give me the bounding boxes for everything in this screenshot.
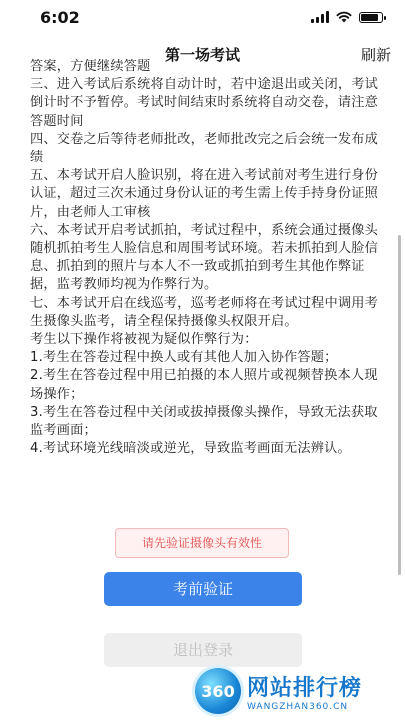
refresh-button[interactable]: 刷新 bbox=[360, 46, 391, 64]
rule-paragraph: 三、进入考试后系统将自动计时，若中途退出或关闭，考试倒计时不予暂停。考试时间结束时系统将自动交卷，请注意答题时间 bbox=[30, 77, 379, 129]
watermark-name: 网站排行榜 bbox=[247, 675, 363, 701]
rule-paragraph: 3.考生在答卷过程中关闭或拔掉摄像头操作，导致无法获取监考画面； bbox=[30, 404, 378, 439]
watermark-url: WANGZHAN360.CN bbox=[247, 701, 349, 712]
signal-icon bbox=[311, 11, 329, 23]
camera-warning: 请先验证摄像头有效性 bbox=[115, 528, 289, 558]
rule-paragraph: 2.考生在答卷过程中用已拍摄的本人照片或视频替换本人现场操作； bbox=[30, 368, 378, 402]
wifi-icon bbox=[336, 11, 352, 23]
scrollbar[interactable] bbox=[398, 235, 401, 575]
rule-paragraph: 五、本考试开启人脸识别，将在进入考试前对考生进行身份认证，超过三次未通过身份认证的考生需上传手持身份证照片，由老师人工审核 bbox=[30, 168, 379, 220]
verify-button[interactable]: 考前验证 bbox=[104, 572, 302, 606]
logout-button[interactable]: 退出登录 bbox=[104, 633, 302, 667]
status-icons bbox=[311, 11, 383, 23]
exam-content[interactable] bbox=[0, 59, 405, 720]
status-bar bbox=[0, 0, 405, 36]
rule-paragraph: 1.考生在答卷过程中换人或有其他人加入协作答题； bbox=[30, 350, 338, 366]
rule-paragraph: 答案，方便继续答题 bbox=[30, 59, 151, 74]
rule-paragraph: 六、本考试开启考试抓拍，考试过程中，系统会通过摄像头随机抓拍考生人脸信息和周围考试环境。若未抓拍到人脸信息、抓拍到的照片与本人不一致或抓拍到考生其他作弊证据，监考教师均视为作弊行为。 bbox=[30, 222, 379, 293]
rule-paragraph: 七、本考试开启在线巡考，巡考老师将在考试过程中调用考生摄像头监考，请全程保持摄像头权限开启。 bbox=[30, 295, 379, 329]
exam-rules bbox=[30, 58, 380, 458]
watermark-logo: 360 bbox=[195, 668, 241, 714]
page-title: 第一场考试 bbox=[164, 46, 240, 64]
status-time: 6:02 bbox=[40, 8, 80, 27]
battery-icon bbox=[359, 12, 383, 23]
watermark bbox=[195, 662, 405, 720]
rule-paragraph: 4.考试环境光线暗淡或逆光，导致监考画面无法辨认。 bbox=[30, 441, 351, 457]
rule-paragraph: 四、交卷之后等待老师批改，老师批改完之后会统一发布成绩 bbox=[30, 131, 379, 166]
rule-paragraph: 考生以下操作将被视为疑似作弊行为： bbox=[30, 332, 258, 348]
